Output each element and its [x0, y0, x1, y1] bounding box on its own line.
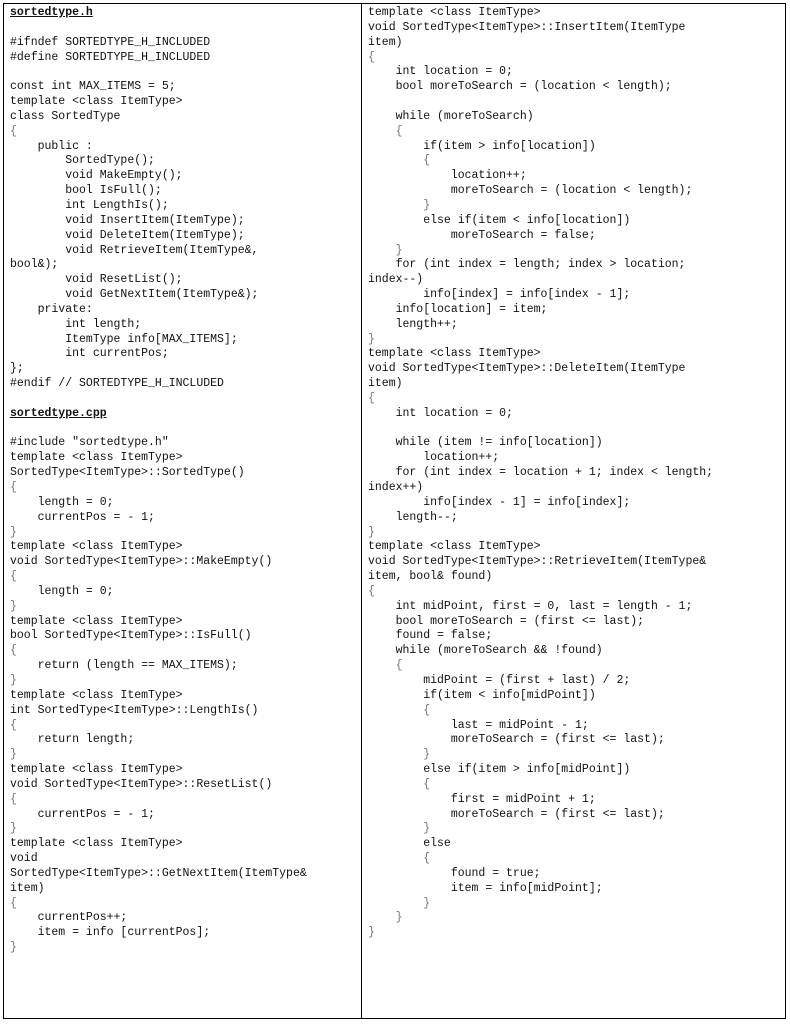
code-line: location++;: [368, 451, 500, 465]
code-line: {: [368, 154, 431, 168]
code-line: {: [368, 391, 375, 405]
code-line: void MakeEmpty();: [10, 169, 183, 183]
code-line: {: [368, 703, 431, 717]
code-line: template <class ItemType>: [10, 688, 183, 702]
code-line: }: [368, 198, 431, 212]
code-line: }: [368, 748, 431, 762]
code-line: moreToSearch = (first <= last);: [368, 807, 665, 821]
code-line: template <class ItemType>: [10, 95, 183, 109]
code-line: {: [368, 124, 403, 138]
code-line: }: [368, 911, 403, 925]
code-line: void SortedType<ItemType>::ResetList(): [10, 777, 273, 791]
code-line: item = info [currentPos];: [10, 926, 211, 940]
code-line: template <class ItemType>: [10, 763, 183, 777]
code-line: template <class ItemType>: [368, 6, 541, 19]
code-line: currentPos = - 1;: [10, 510, 155, 524]
code-line: template <class ItemType>: [10, 451, 183, 465]
code-line: #include "sortedtype.h": [10, 436, 169, 450]
code-line: length--;: [368, 510, 458, 524]
code-line: }: [368, 332, 375, 346]
code-line: {: [10, 718, 17, 732]
code-line: bool moreToSearch = (location < length);: [368, 80, 672, 94]
code-line: {: [368, 50, 375, 64]
code-line: moreToSearch = (first <= last);: [368, 733, 665, 747]
code-line: while (moreToSearch && !found): [368, 644, 603, 658]
code-line: void: [10, 852, 38, 866]
code-line: ItemType info[MAX_ITEMS];: [10, 332, 238, 346]
code-line: private:: [10, 302, 93, 316]
code-line: #endif // SORTEDTYPE_H_INCLUDED: [10, 377, 224, 391]
code-line: }: [368, 243, 403, 257]
code-line: }: [368, 926, 375, 940]
code-line: while (item != info[location]): [368, 436, 603, 450]
code-line: return (length == MAX_ITEMS);: [10, 659, 238, 673]
code-line: int LengthIs();: [10, 198, 169, 212]
code-line: }: [10, 748, 17, 762]
code-line: void SortedType<ItemType>::InsertItem(ItemType: [368, 20, 686, 34]
code-line: void InsertItem(ItemType);: [10, 213, 245, 227]
code-line: item): [10, 881, 45, 895]
code-line: #define SORTEDTYPE_H_INCLUDED: [10, 50, 211, 64]
code-line: bool SortedType<ItemType>::IsFull(): [10, 629, 252, 643]
code-line: {: [10, 792, 17, 806]
code-line: {: [368, 584, 375, 598]
code-line: }: [10, 673, 17, 687]
code-line: {: [10, 570, 17, 584]
code-line: moreToSearch = false;: [368, 228, 596, 242]
code-line: moreToSearch = (location < length);: [368, 184, 693, 198]
code-line: midPoint = (first + last) / 2;: [368, 673, 631, 687]
code-line: info[index - 1] = info[index];: [368, 495, 631, 509]
code-line: length = 0;: [10, 584, 114, 598]
code-line: {: [10, 124, 17, 138]
code-line: void DeleteItem(ItemType);: [10, 228, 245, 242]
code-line: }: [10, 599, 17, 613]
code-line: int SortedType<ItemType>::LengthIs(): [10, 703, 259, 717]
code-line: }: [368, 896, 431, 910]
right-code-column: [362, 4, 785, 1018]
code-line: };: [10, 362, 24, 376]
code-line: length = 0;: [10, 495, 114, 509]
code-line: int location = 0;: [368, 65, 513, 79]
code-line: while (moreToSearch): [368, 109, 534, 123]
code-line: info[location] = item;: [368, 302, 548, 316]
code-line: bool moreToSearch = (first <= last);: [368, 614, 645, 628]
code-line: }: [10, 941, 17, 955]
code-line: }: [368, 822, 431, 836]
code-line: void RetrieveItem(ItemType&,: [10, 243, 259, 257]
code-line: [10, 392, 361, 407]
code-line: last = midPoint - 1;: [368, 718, 589, 732]
code-line: found = false;: [368, 629, 493, 643]
code-line: [368, 95, 785, 110]
code-line: template <class ItemType>: [10, 540, 183, 554]
code-line: for (int index = location + 1; index < length;: [368, 466, 714, 480]
code-line: void GetNextItem(ItemType&);: [10, 288, 259, 302]
code-line: public :: [10, 139, 93, 153]
code-line: void SortedType<ItemType>::MakeEmpty(): [10, 555, 273, 569]
code-table: [3, 3, 786, 1019]
code-line: currentPos++;: [10, 911, 128, 925]
code-line: int length;: [10, 317, 142, 331]
code-line: template <class ItemType>: [368, 347, 541, 361]
code-line: SortedType<ItemType>::SortedType(): [10, 466, 245, 480]
code-line: [10, 422, 361, 437]
code-line: void SortedType<ItemType>::DeleteItem(ItemType: [368, 362, 686, 376]
code-line: }: [10, 525, 17, 539]
code-line: return length;: [10, 733, 135, 747]
code-line: found = true;: [368, 866, 541, 880]
code-line: length++;: [368, 317, 458, 331]
code-line: {: [10, 644, 17, 658]
code-line: if(item > info[location]): [368, 139, 596, 153]
code-line: else if(item < info[location]): [368, 213, 631, 227]
code-line: index++): [368, 481, 424, 494]
code-line: [368, 422, 785, 437]
code-line: item = info[midPoint];: [368, 881, 603, 895]
code-line: {: [368, 852, 431, 866]
code-line: class SortedType: [10, 109, 121, 123]
code-line: for (int index = length; index > location;: [368, 258, 686, 272]
code-line: index--): [368, 273, 424, 287]
code-line: void ResetList();: [10, 273, 183, 287]
code-line: template <class ItemType>: [10, 614, 183, 628]
code-line: else: [368, 837, 451, 851]
code-line: template <class ItemType>: [10, 837, 183, 851]
code-line: [10, 21, 361, 36]
code-line: int midPoint, first = 0, last = length - 1;: [368, 599, 693, 613]
code-line: location++;: [368, 169, 527, 183]
code-line: else if(item > info[midPoint]): [368, 763, 631, 777]
code-line: info[index] = info[index - 1];: [368, 288, 631, 302]
file-heading: sortedtype.cpp: [10, 406, 107, 420]
code-line: bool IsFull();: [10, 184, 162, 198]
code-line: [10, 65, 361, 80]
code-line: {: [368, 659, 403, 673]
code-line: SortedType<ItemType>::GetNextItem(ItemType&: [10, 866, 307, 880]
code-line: }: [368, 525, 375, 539]
code-line: void SortedType<ItemType>::RetrieveItem(ItemType&: [368, 555, 707, 569]
code-line: first = midPoint + 1;: [368, 792, 596, 806]
code-line: int currentPos;: [10, 347, 169, 361]
code-line: #ifndef SORTEDTYPE_H_INCLUDED: [10, 35, 211, 49]
code-line: item): [368, 35, 403, 49]
file-heading: sortedtype.h: [10, 6, 93, 19]
code-line: {: [10, 481, 17, 494]
code-line: const int MAX_ITEMS = 5;: [10, 80, 176, 94]
code-line: template <class ItemType>: [368, 540, 541, 554]
code-line: bool&);: [10, 258, 59, 272]
code-line: if(item < info[midPoint]): [368, 688, 596, 702]
code-line: {: [10, 896, 17, 910]
code-line: item, bool& found): [368, 570, 493, 584]
code-line: int location = 0;: [368, 406, 513, 420]
code-line: {: [368, 777, 431, 791]
code-line: SortedType();: [10, 154, 155, 168]
code-line: }: [10, 822, 17, 836]
code-line: currentPos = - 1;: [10, 807, 155, 821]
left-code-column: [4, 4, 362, 1018]
code-line: item): [368, 377, 403, 391]
